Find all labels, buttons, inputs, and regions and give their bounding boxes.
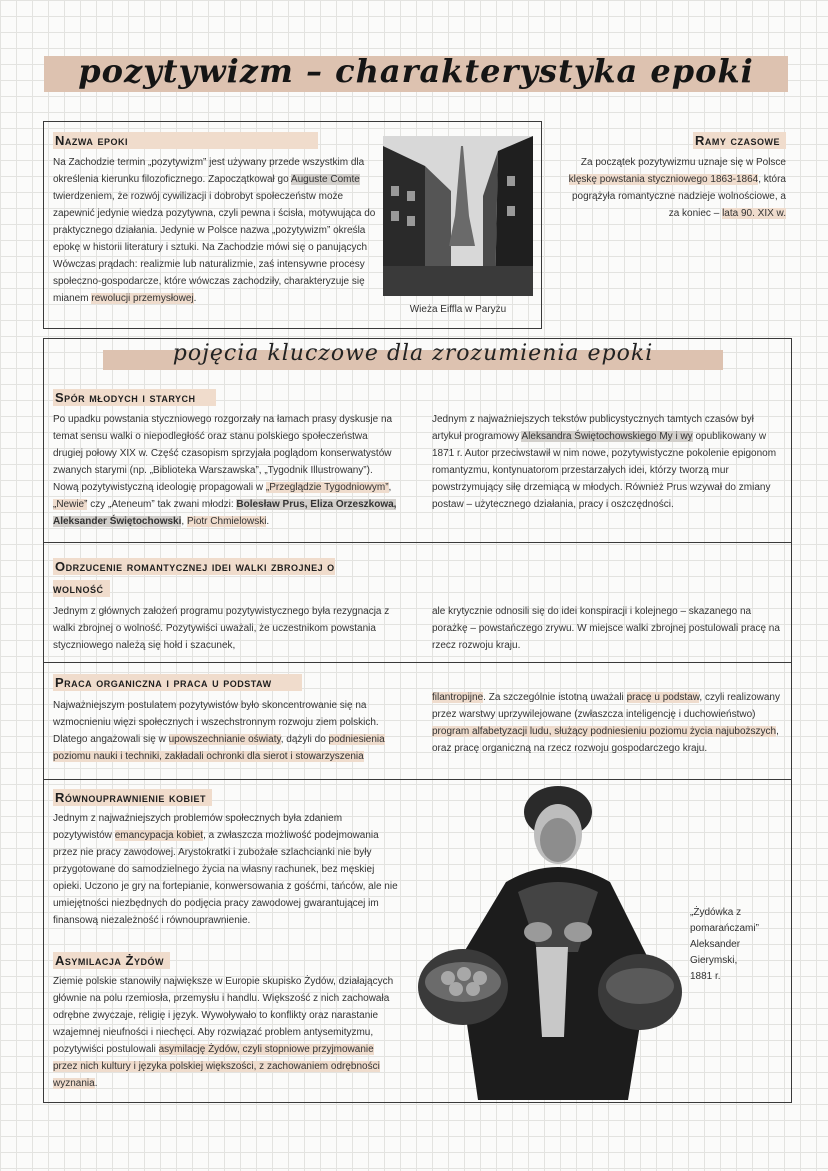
rownouprawnienie-body [53, 810, 398, 929]
rownouprawnienie-heading-text: Równouprawnienie kobiet [53, 789, 212, 806]
ramy-highlight-lata: lata 90. XIX w. [722, 208, 786, 219]
asymilacja-text-1: Ziemie polskie stanowiły największe w Europie skupisko Żydów, działających głównie na polu rzemiosła, przemysłu i handlu. Większość z nich zachowała odrębne zwyczaje, religię i język. Wywoływało to konflikty oraz narastanie wzajemnej nieufności i niechęci. Aby rozwiązać problem antysemityzmu, pozytywiści postulowali [53, 976, 394, 1055]
painting-image [418, 782, 682, 1100]
separator-1 [43, 542, 792, 543]
ramy-text-1: Za początek pozytywizmu uznaje się w Polsce [580, 157, 786, 168]
ramy-highlight-kleska: klęskę powstania styczniowego 1863-1864 [568, 174, 759, 185]
spor-left-text-4: , [181, 516, 187, 527]
spor-highlight-swietochowski: Aleksandra Świętochowskiego My i wy [521, 431, 693, 442]
nazwa-heading-text: Nazwa epoki [53, 132, 318, 149]
nazwa-text-1: Na Zachodzie termin „pozytywizm” jest używany przede wszystkim dla określenia kierunku filozoficznego. Zapoczątkował go [53, 157, 365, 185]
ramy-body [560, 154, 786, 222]
spor-left-text-3: czy „Ateneum” tak zwani młodzi: [87, 499, 237, 510]
praca-heading [53, 675, 413, 690]
nazwa-text-2: twierdzeniem, że rozwój cywilizacji i dobrobyt społeczeństw może zapewnić jedynie wiedza pozytywna, czyli pewna i ścisła, motywująca do praktycznego działania. Jedynie w Polsce nazwa „pozytywizm” określa epokę w historii literatury i sztuki. Na Zachodzie mówi się o panujących Wówczas prądach: realizmie lub naturalizmie, zaś intensywne procesy społeczno-gospodarcze, które wówczas zachodziły, charakteryzuje się mianem [53, 191, 376, 304]
painting-caption-line-1: „Żydówka z [690, 907, 742, 918]
nazwa-highlight-rewolucja: rewolucji przemysłowej [91, 293, 194, 304]
spor-heading-text: Spór młodych i starych [53, 389, 216, 406]
rownouprawnienie-heading [53, 790, 353, 805]
praca-highlight-nauka: podniesienia poziomu nauki i techniki, zakładali ochronki dla sierot i stowarzyszenia [53, 734, 385, 762]
painting-caption-line-2: pomarańczami” [690, 923, 759, 934]
praca-heading-text: Praca organiczna i praca u podstaw [53, 674, 302, 691]
painting-caption-line-4: 1881 r. [690, 971, 721, 982]
odrzucenie-heading-text: Odrzucenie romantycznej idei walki zbrojnej o wolność [53, 559, 335, 596]
eiffel-photo [383, 136, 533, 296]
ramy-heading [560, 133, 786, 148]
odrzucenie-right: ale krytycznie odnosili się do idei konspiracji i kolejnego – skazanego na porażkę – powstańczego zrywu. W miejsce walki zbrojnej postulowali pracę na rzecz rozwoju kraju. [432, 606, 780, 651]
asymilacja-heading [53, 953, 353, 968]
nazwa-heading [53, 133, 373, 148]
asymilacja-heading-text: Asymilacja Żydów [53, 952, 170, 969]
spor-highlight-przeglad: „Przeglądzie Tygodniowym” [265, 482, 389, 493]
rownouprawnienie-text-2: , a zwłaszcza możliwość podejmowania przez nie pracy zawodowej. Arystokratki i zubożałe szlachcianki nie były przygotowane do samodzielnego życia na własny rachunek, bez męskiej opieki. Uczono je gry na fortepianie, konwersowania z gośćmi, tańców, ale nie umiejętności niezbędnych do podjęcia pracy zawodowej gwarantującej im finansową niezależność i równouprawnienie. [53, 830, 398, 926]
praca-right-text-1: . Za szczególnie istotną uważali [483, 692, 627, 703]
praca-left [53, 697, 398, 765]
spor-highlight-chmielowski: Piotr Chmielowski [186, 516, 267, 527]
asymilacja-body [53, 973, 398, 1092]
rownouprawnienie-highlight: emancypacja kobiet [114, 830, 204, 841]
nazwa-body [53, 154, 378, 307]
spor-right [432, 411, 782, 513]
praca-highlight-alfabetyzacja: program alfabetyzacji ludu, służący podniesieniu poziomu życia najuboższych [432, 726, 777, 737]
spor-left-text-2: , [388, 482, 392, 493]
separator-3 [43, 779, 792, 780]
asymilacja-text-2: . [94, 1078, 98, 1089]
ramy-heading-text: Ramy czasowe [693, 132, 786, 149]
painting-caption [690, 905, 790, 985]
eiffel-caption: Wieża Eiffla w Paryżu [409, 304, 507, 315]
praca-highlight-podstawy: pracę u podstaw [626, 692, 700, 703]
praca-highlight-oswiata: upowszechnianie oświaty [168, 734, 281, 745]
spor-highlight-mlodzi: Bolesław Prus, Eliza Orzeszkowa, Aleksander Świętochowski [53, 499, 397, 527]
spor-left [53, 411, 398, 530]
asymilacja-highlight: asymilację Żydów, czyli stopniowe przyjmowanie przez nich kultury i języka polskiej większości, z zachowaniem odrębności wyznania [53, 1044, 380, 1089]
separator-2 [43, 662, 792, 663]
painting-caption-line-3: Aleksander Gierymski, [690, 939, 741, 966]
spor-right-text-2: opublikowany w 1871 r. Autor przeciwstawił w nim nowe, pozytywistyczne pokolenie epigonom romantyzmu, kontynuatorom przestarzałych idei, którzy tworzą mur powstrzymujący siłę drzemiącą w młodych. Również Prus wzywał do zmiany postaw – użytecznego działania, pracy i oszczędności. [432, 431, 777, 510]
spor-highlight-newa: „Newie” [53, 499, 88, 510]
praca-right [432, 689, 782, 757]
praca-right-text-2: , czyli realizowany przez warstwy uprzywilejowane (zwłaszcza inteligencję i duchowieństwo) [432, 692, 780, 720]
page-title: pozytywizm – charakterystyka epoki [78, 52, 754, 90]
spor-right-text-1: Jednym z najważniejszych tekstów publicystycznych tamtych czasów był artykuł programowy [432, 414, 754, 442]
pojecia-heading: pojęcia kluczowe dla zrozumienia epoki [172, 341, 654, 366]
spor-left-text-1: Po upadku powstania styczniowego rozgorzały na łamach prasy dyskusje na temat sensu walki o niepodległość oraz stanu polskiego społeczeństwa drugiej połowy XIX w. Część czasopism sprzyjała poglądom konserwatystów zwanych starymi (np. „Biblioteka Warszawska”, „Tygodnik Illustrowany”). Nową pozytywistyczną ideologię propagowali w [53, 414, 393, 493]
praca-highlight-filantropijne: filantropijne [432, 692, 484, 703]
praca-right-text-3: , oraz pracę organiczną na rzecz rozwoju gospodarczego kraju. [432, 726, 779, 754]
rownouprawnienie-text-1: Jednym z najważniejszych problemów społecznych była zdaniem pozytywistów [53, 813, 343, 841]
nazwa-text-3: . [193, 293, 197, 304]
praca-left-text-2: , dążyli do [280, 734, 329, 745]
praca-left-text-1: Najważniejszym postulatem pozytywistów było skoncentrowanie się na wzmocnieniu więzi społecznych i wszechstronnym rozwoju ziem polskich. Dlatego angażowali się w [53, 700, 379, 745]
spor-heading [53, 390, 413, 405]
odrzucenie-left: Jednym z głównych założeń programu pozytywistycznego była rezygnacja z walki zbrojnej o wolność. Pozytywiści uważali, że uczestnikom powstania styczniowego należą się hołd i szacunek, [53, 606, 390, 651]
nazwa-highlight-comte: Auguste Comte [290, 174, 360, 185]
spor-left-text-5: . [266, 516, 270, 527]
ramy-text-2: , która pogrążyła romantyczne nadzieje wolnościowe, a za koniec – [571, 174, 786, 219]
odrzucenie-heading [53, 556, 383, 600]
